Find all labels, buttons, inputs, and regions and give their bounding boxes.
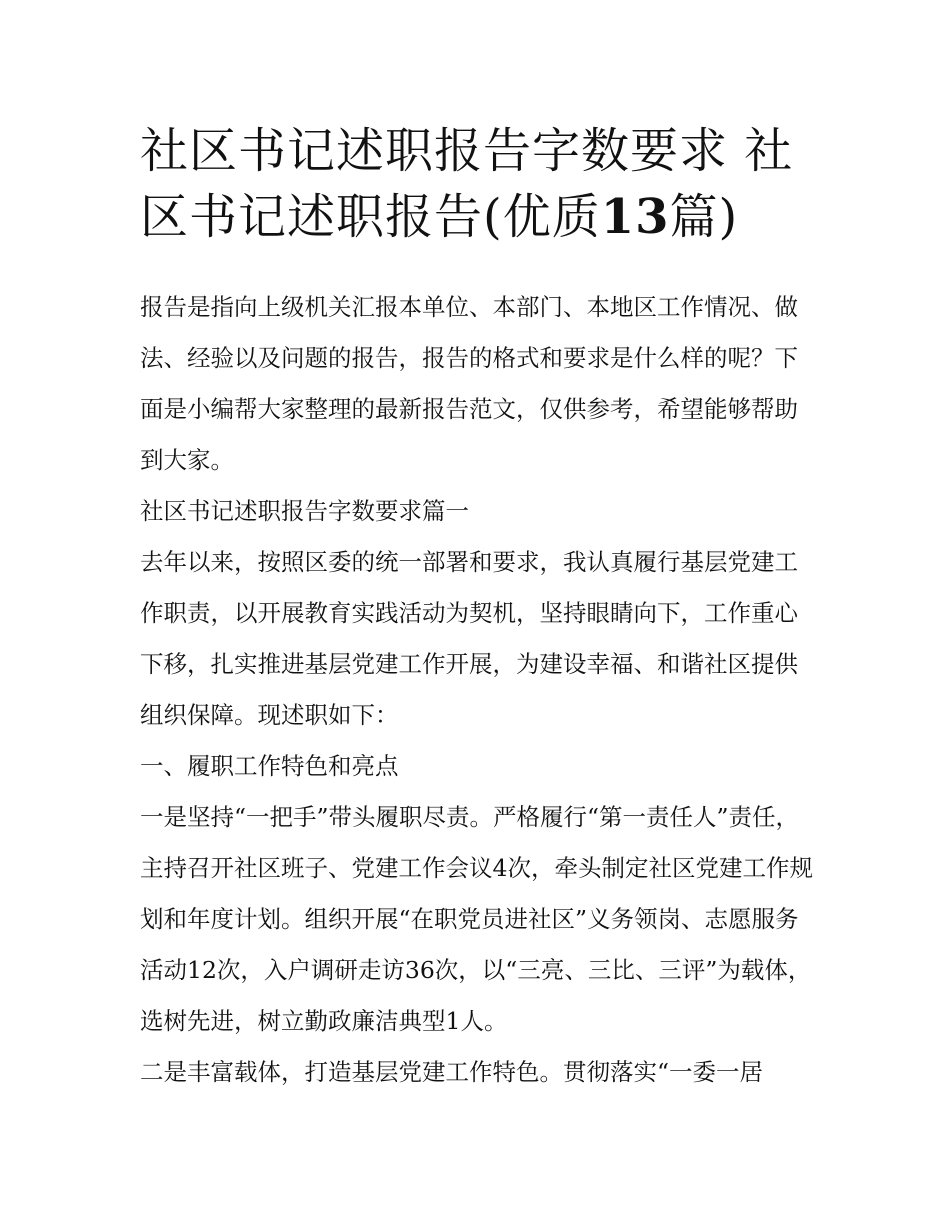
intro-paragraph: 报告是指向上级机关汇报本单位、本部门、本地区工作情况、做法、经验以及问题的报告，报告的格式和要求是什么样的呢？下面是小编帮大家整理的最新报告范文，仅供参考，希望能够帮助到大家。 xyxy=(140,293,798,474)
section-heading: 社区书记述职报告字数要求篇一 xyxy=(140,497,469,525)
title-line-1: 社区书记述职报告字数要求 社 xyxy=(140,123,794,179)
body-paragraph: 二是丰富载体，打造基层党建工作特色。贯彻落实“一委一居 xyxy=(140,1058,764,1086)
body-paragraph: 一是坚持“一把手”带头履职尽责。严格履行“第一责任人”责任，主持召开社区班子、党建工作会议4次，牵头制定社区党建工作规划和年度计划。组织开展“在职党员进社区”义务领岗、志愿服务活动12次，入户调研走访36次，以“三亮、三比、三评”为载体，选树先进，树立勤政廉洁典型1人。 xyxy=(140,803,813,1035)
document-title xyxy=(140,118,820,250)
title-count: 13 xyxy=(600,189,670,245)
body-paragraph: 去年以来，按照区委的统一部署和要求，我认真履行基层党建工作职责，以开展教育实践活动为契机，坚持眼睛向下，工作重心下移，扎实推进基层党建工作开展，为建设幸福、和谐社区提供组织保障。现述职如下： xyxy=(140,548,798,729)
document-body xyxy=(140,282,816,1098)
subsection-heading: 一、履职工作特色和亮点 xyxy=(140,752,399,780)
title-line-2-start: 区书记述职报告(优质 xyxy=(140,189,601,245)
title-line-2-end: 篇) xyxy=(669,189,739,245)
